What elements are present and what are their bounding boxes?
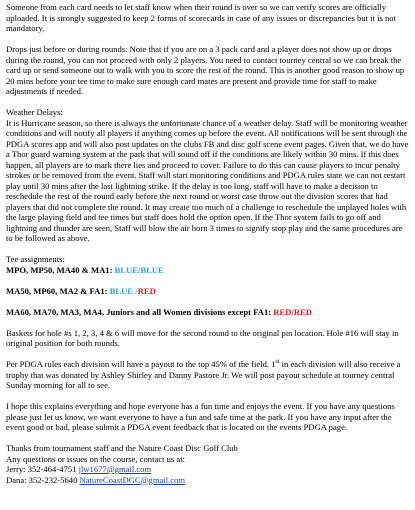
contact-phone: Dana: 352-232-5640 — [6, 474, 80, 485]
tee-line-divisions: MA50, MP60, MA2 & FA1: — [6, 285, 108, 296]
tee-line-tee1: BLUE — [114, 264, 138, 275]
tee-assignments-heading: Tee assignments: — [6, 254, 65, 264]
payout-text-after: in each division will also receive a trophy that was donated by Ashley Shirley and Danny Pastore Jr. We will post payout schedule at tourney central Sunday morning for all to see. — [6, 359, 401, 390]
baskets-paragraph: Baskets for hole #s 1, 2, 3, 4 & 6 will move for the second round to the original pin location. Hole #16 will stay in original position for both rounds. — [6, 327, 399, 348]
contact-jerry — [6, 464, 409, 475]
tee-line-divisions: MA60, MA70, MA3, MA4, Juniors and all Women divisions except FA1: — [6, 306, 272, 317]
closing-paragraph: I hope this explains everything and hope everyone has a fun time and enjoys the event. If you have any questions please just let us know, we want everyone to have a fun and safe time at the park. If you have any input after the event good or bad, please submit a PDGA event feedback that is located on the events PDGA page. — [6, 401, 395, 432]
payout-text-before: Per PDGA rules each division will have a payout to the top 45% of the field. 1 — [6, 359, 276, 369]
thanks-line: Thanks from tournament staff and the Nature Coast Disc Golf Club — [6, 443, 238, 453]
payout-paragraph — [6, 359, 409, 391]
contact-email-link[interactable]: jlw1677@gmail.com — [78, 464, 152, 474]
contact-email-link[interactable]: NatureCoastDGC@gmail.com — [79, 474, 186, 485]
weather-paragraph: Weather Delays: It is Hurricane season, so there is always the unfortunate chance of a weather delay. Staff will be monitoring weather conditions and will notify all players if anything comes up before the event. All notifications will be sent through the PDGA scores app and will also post updates on the clubs FB and disc golf scene event pages. Given that, we do have a Thor guard warning system at the park that will sound off if the conditions are likely within 30 mins. If this does happen, all players are to mark there lies and proceed to cover. Failure to do this can cause players to incur penalty strokes or be removed from the event. Staff will start monitoring conditions and PDGA rules state we can not restart play until 30 mins after the last lightning strike. If the delay is too long, staff will have to make a decision to reschedule the rest of the round early before the next round or worst case throw out the division scores that had players that did not complete the round. It may create too much of a challenge to reschedule the unplayed holes with the large playing field and tee times but staff does hold the option open. If the Thor system fails to go off and lightning and thunder are seen, Staff will blow the air horn 3 times to signify stop play and the same procedures are to be followed as above. — [6, 107, 409, 243]
scorecards-paragraph: Someone from each card needs to let staff know when their round is over so we can verify scores are officially uploaded. It is strongly suggested to keep 2 forms of scorecards in case of any issues or discrepancies but it is not mandatory. — [6, 2, 396, 33]
contact-dana — [6, 475, 409, 486]
tee-line-tee2: RED — [137, 285, 156, 296]
tee-line-tee1: RED — [273, 306, 292, 317]
tee-line-tee2: RED — [293, 306, 312, 317]
drops-paragraph: Drops just before or during rounds: Note that if you are on a 3 pack card and a player does not show up or drops during the round, you can not proceed with only 2 players. You need to contact tourney central so we can break the card up or send someone out to walk with you to score the rest of the round. This is another good reason to show up 20 mins before your tee time to make sure enough card mates are present and provide time for staff to make adjustments if needed. — [6, 44, 405, 96]
tee-line-sep: / — [291, 306, 294, 317]
contact-phone: Jerry: 352-464-4751 — [6, 464, 79, 474]
contact-intro: Any questions or issues on the course, contact us at: — [6, 453, 186, 464]
tee-line-3 — [6, 307, 409, 318]
tee-line-divisions: MPO, MP50, MA40 & MA1: — [6, 264, 113, 275]
tee-line-tee2: BLUE — [140, 264, 164, 275]
tee-line-2 — [6, 286, 409, 297]
tee-line-tee1: BLUE — [109, 285, 134, 296]
tee-line-sep: / — [133, 285, 138, 296]
payout-superscript: st — [275, 359, 280, 366]
tee-line-sep: / — [138, 264, 141, 275]
tee-line-1 — [6, 265, 409, 276]
